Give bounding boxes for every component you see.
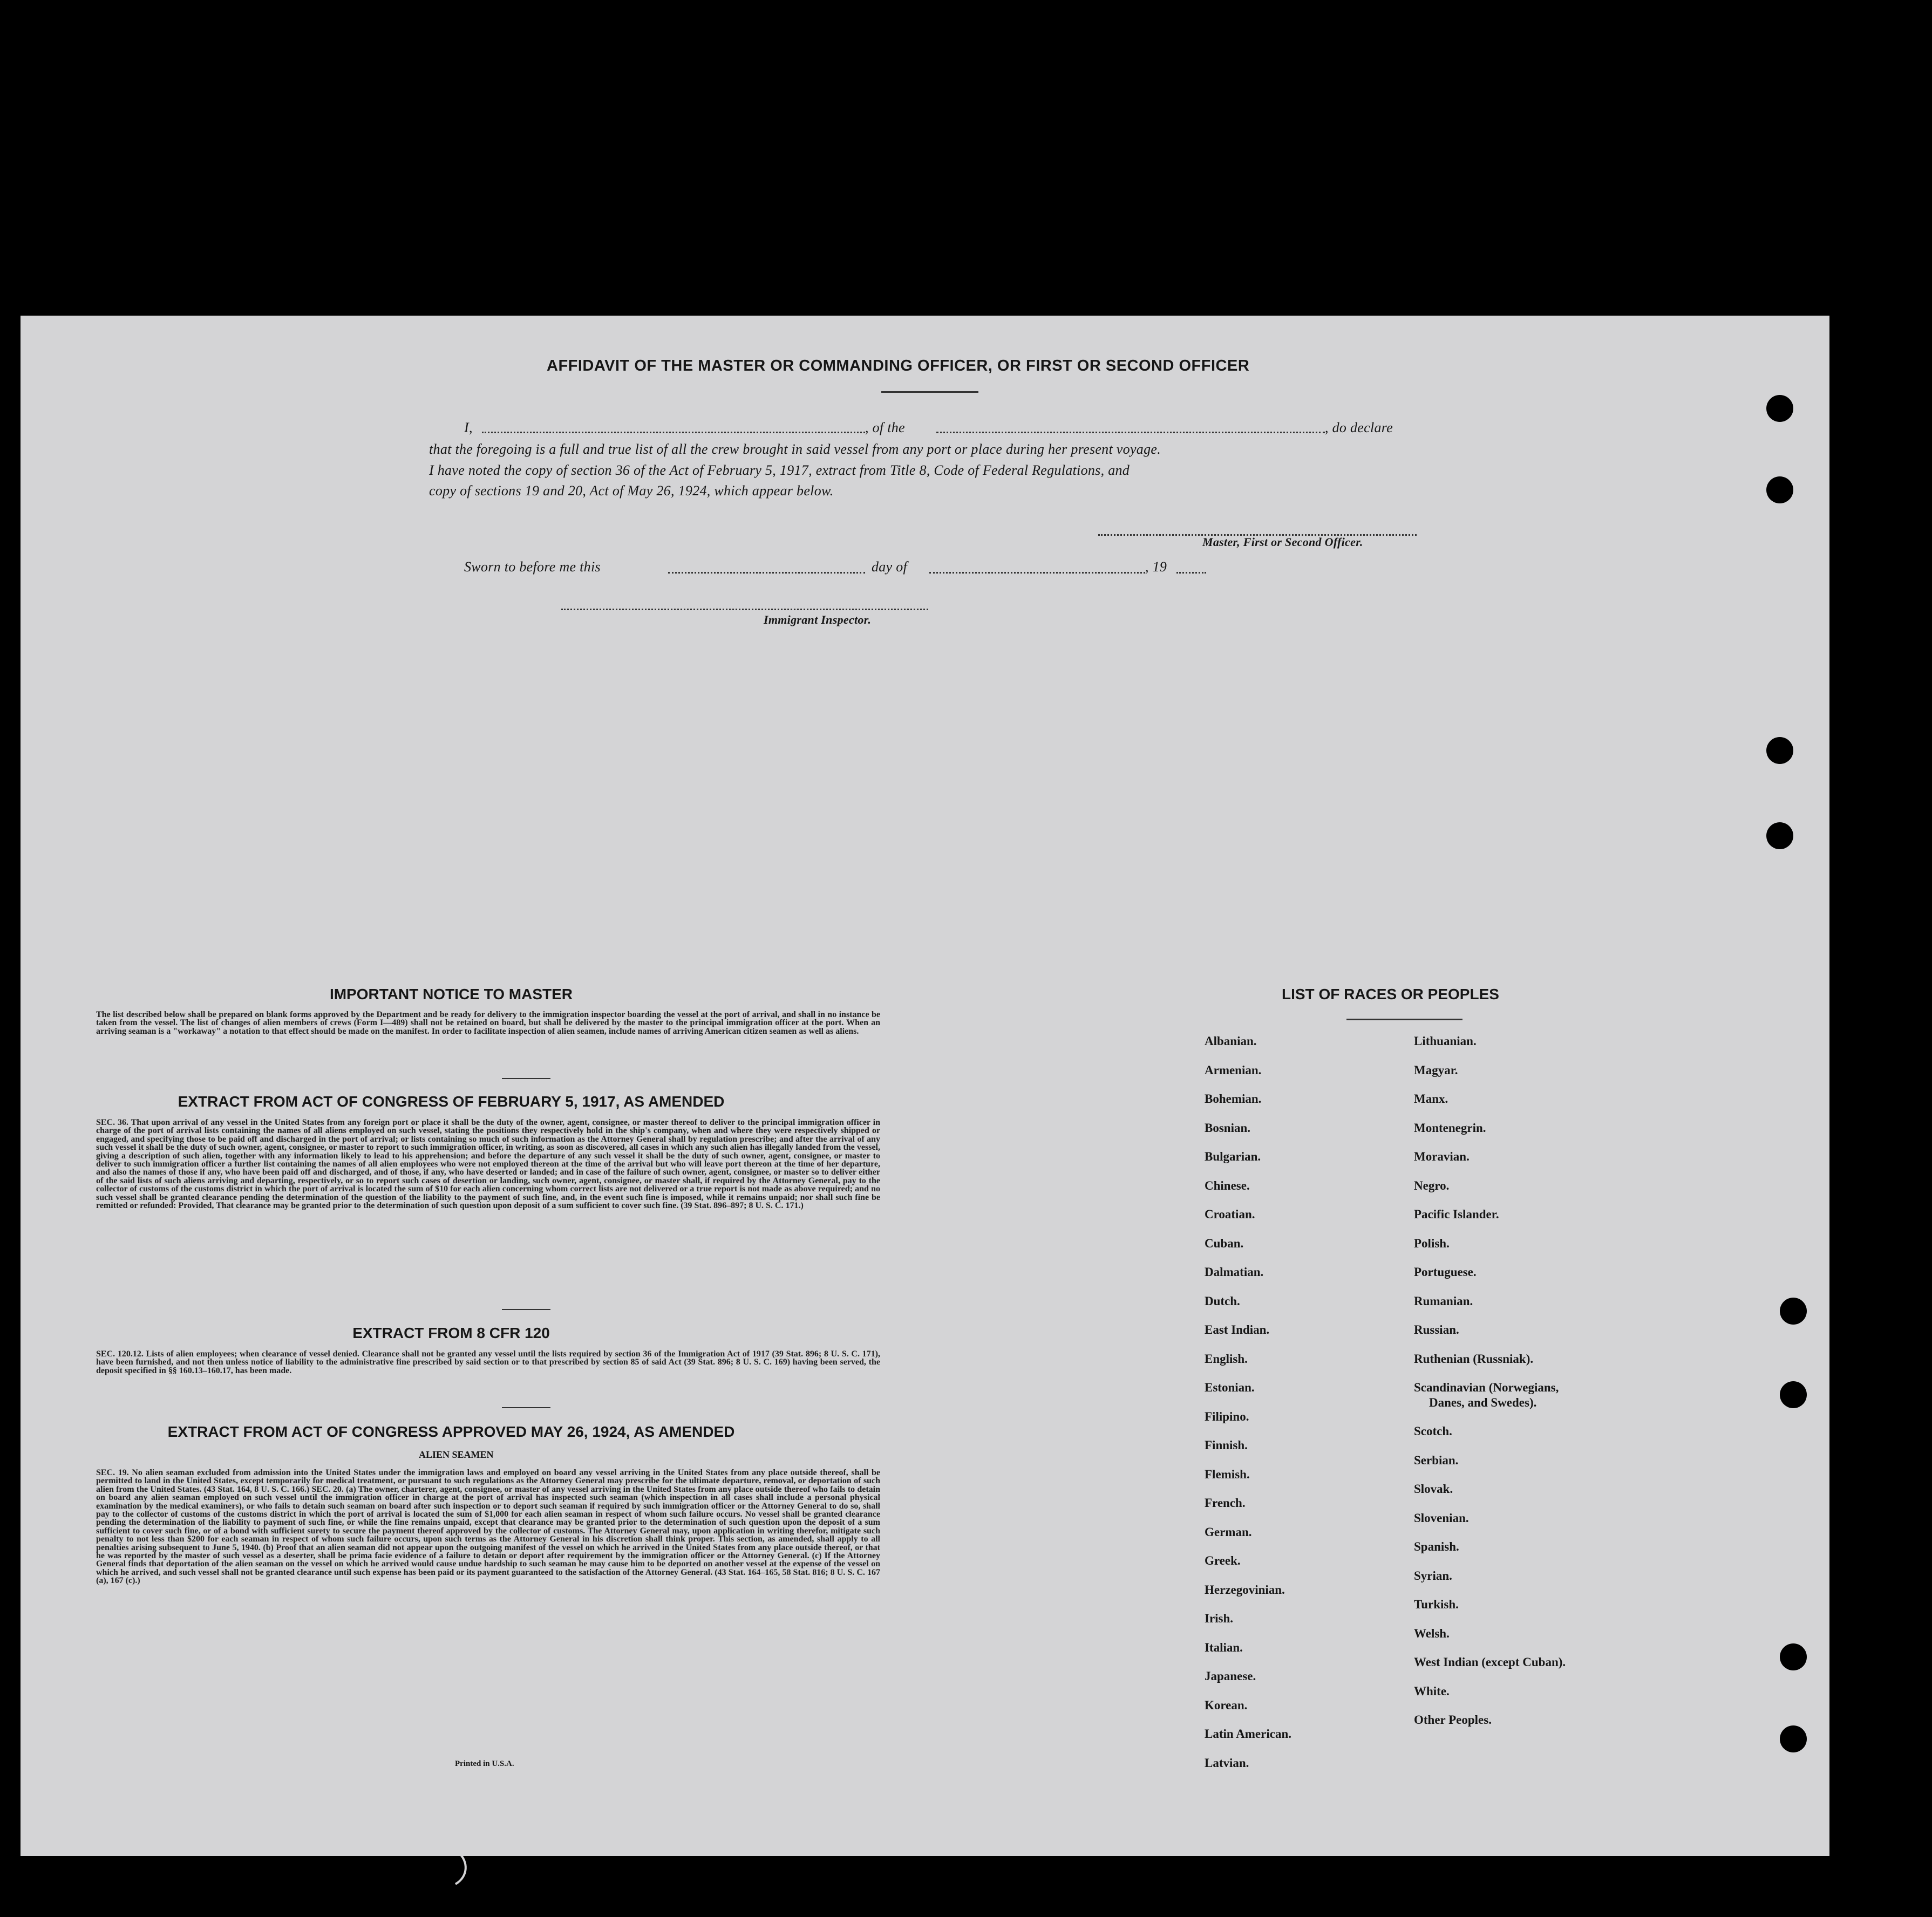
divider	[502, 1407, 550, 1408]
declarant-name-field[interactable]	[482, 432, 865, 433]
alien-seamen-subtitle: ALIEN SEAMEN	[419, 1449, 494, 1460]
sworn-month-field[interactable]	[929, 572, 1145, 574]
handwritten-mark	[453, 1851, 475, 1888]
notice-text: The list described below shall be prepared on blank forms approved by the Department and be ready for delivery to the immigration inspector boarding the vessel at the port of arrival, and shall in no instance be taken from the vessel. The list of changes of alien members of crews (Form I—489) shall not be retained on board, but shall be delivered by the master to the principal immigration officer at the port. When an arriving seaman is a "workaway" a notation to that effect should be made on the manifest. In order to facilitate inspection of alien seamen, include names of arriving American citizen seamen as well as aliens.	[96, 1010, 880, 1036]
extract-1924-title: EXTRACT FROM ACT OF CONGRESS APPROVED MAY 26, 1924, AS AMENDED	[167, 1423, 735, 1440]
inspector-label: Immigrant Inspector.	[764, 613, 872, 626]
race-item: Slovenian.	[1414, 1511, 1469, 1525]
sworn-year-field[interactable]	[1176, 572, 1206, 574]
race-item: Flemish.	[1205, 1467, 1250, 1481]
race-item: Slovak.	[1414, 1482, 1453, 1496]
form-page	[21, 316, 1829, 1856]
race-item: Pacific Islander.	[1414, 1207, 1499, 1221]
extract-1924-text: SEC. 19. No alien seaman excluded from admission into the United States under the immigration laws and employed on board any vessel arriving in the United States from any place outside thereof, shall be permitted to land in the United States, except temporarily for medical treatment, or pursuant to such regulations as the Attorney General may prescribe for the ultimate departure, removal, or deportation of such alien from the United States. (43 Stat. 164, 8 U. S. C. 166.) SEC. 20. (a) The owner, charterer, agent, consignee, or master of any vessel arriving in the United States from any place outside thereof who fails to detain on board any alien seaman employed on such vessel until the immigration officer in charge at the port of arrival has inspected such seaman (which inspection in all cases shall include a personal physical examination by the medical examiners), or who fails to detain such seaman on board after such inspection or to deport such seaman if required by such immigration officer or the Attorney General to do so, shall pay to the collector of customs of the customs district in which the port of arrival is located the sum of $1,000 for each alien seaman in respect of whom such failure occurs. No vessel shall be granted clearance pending the determination of the liability to payment of such fine, or while the fine remains unpaid, except that clearance may be granted prior to the determination of such question upon the deposit of a sum sufficient to cover such fine, or of a bond with sufficient surety to secure the payment thereof approved by the collector of customs. The Attorney General may, upon application in writing therefor, mitigate such penalty to not less than $200 for each seaman in respect of whom such failure occurs, upon such terms as the Attorney General in his discretion shall think proper. This section, as amended, shall apply to all penalties arising subsequent to June 5, 1940. (b) Proof that an alien seaman did not appear upon the outgoing manifest of the vessel on which he arrived in the United States from any place outside thereof, or that he was reported by the master of such vessel as a deserter, shall be prima facie evidence of a failure to detain or deport after requirement by the immigration officer or the Attorney General. (c) If the Attorney General finds that deportation of the alien seaman on the vessel on which he arrived would cause undue hardship to such seaman he may cause him to be deported on another vessel at the expense of the vessel on which he arrived, and such vessel shall not be granted clearance until such expense has been paid or its payment guaranteed to the satisfaction of the Attorney General. (43 Stat. 164–165, 58 Stat. 816; 8 U. S. C. 167 (a), 167 (c).)	[96, 1468, 880, 1586]
race-item: Welsh.	[1414, 1626, 1450, 1640]
race-item: Other Peoples.	[1414, 1713, 1492, 1727]
punch-hole	[1766, 822, 1793, 849]
race-item: Dutch.	[1205, 1294, 1240, 1308]
inspector-signature-field[interactable]	[561, 609, 928, 610]
extract-cfr-text: SEC. 120.12. Lists of alien employees; when clearance of vessel denied. Clearance shall not be granted any vessel until the lists required by section 36 of the Immigration Act of 1917 (39 Stat. 896; 8 U. S. C. 171), have been furnished, and not then unless notice of liability to the administrative fine prescribed by said section or to that prescribed by section 85 of said Act (39 Stat. 896; 8 U. S. C. 169) having been served, the deposit specified in §§ 160.13–160.17, has been made.	[96, 1349, 880, 1375]
race-item: Bosnian.	[1205, 1121, 1251, 1135]
declarant-label: I,	[464, 420, 473, 435]
race-item: Japanese.	[1205, 1669, 1256, 1683]
race-item: Bohemian.	[1205, 1092, 1262, 1106]
punch-hole	[1780, 1725, 1807, 1752]
race-item: English.	[1205, 1352, 1248, 1366]
punch-hole	[1766, 395, 1793, 422]
race-item: Greek.	[1205, 1554, 1241, 1567]
race-item: Danes, and Swedes).	[1429, 1395, 1537, 1409]
races-title-rule	[1346, 1019, 1462, 1020]
race-item: Finnish.	[1205, 1438, 1248, 1452]
extract-1917-text: SEC. 36. That upon arrival of any vessel in the United States from any foreign port or place it shall be the duty of the owner, agent, consignee, or master thereof to deliver to the principal immigration officer in charge of the port of arrival lists containing the names of all aliens employed on such vessel, stating the positions they respectively hold in the ship's company, when and where they were respectively shipped or engaged, and specifying those to be paid off and discharged in the port of arrival; or lists containing so much of such information as the Attorney General shall by regulation prescribe; and after the arrival of any such vessel it shall be the duty of such owner, agent, consignee, or master to report to such immigration officer, in writing, as soon as discovered, all cases in which any such alien has illegally landed from the vessel, giving a description of such alien, together with any information likely to lead to his apprehension; and before the departure of any such vessel it shall be the duty of such owner, agent, consignee, or master to deliver to such immigration officer a further list containing the names of all alien employees who were not employed thereon at the time of the arrival but who will leave port thereon at the time of her departure, and also the names of those if any, who have been paid off and discharged, and of those, if any, who have deserted or landed; and in case of the failure of such owner, agent, consignee, or master so to deliver either of the said lists of such aliens arriving and departing, respectively, or so to report such cases of desertion or landing, such owner, agent, consignee, or master shall, if required by the Attorney General, pay to the collector of customs of the customs district in which the port of arrival is located the sum of $10 for each alien concerning whom correct lists are not delivered or a true report is not made as above required; and no such vessel shall be granted clearance pending the determination of the question of the liability to the payment of such fine, and, in the event such fine is imposed, while it remains unpaid; nor shall such fine be remitted or refunded: Provided, That clearance may be granted prior to the determination of such question upon deposit of a sum sufficient to cover such fine. (39 Stat. 896–897; 8 U. S. C. 171.)	[96, 1118, 880, 1211]
race-item: Albanian.	[1205, 1034, 1257, 1048]
race-item: Magyar.	[1414, 1063, 1458, 1077]
punch-hole	[1780, 1381, 1807, 1408]
races-title: LIST OF RACES OR PEOPLES	[1282, 986, 1499, 1002]
master-signature-label: Master, First or Second Officer.	[1202, 535, 1363, 549]
punch-hole	[1780, 1298, 1807, 1325]
title-rule	[881, 391, 978, 393]
race-item: Manx.	[1414, 1092, 1448, 1106]
do-declare-label: , do declare	[1325, 420, 1393, 435]
affidavit-line-2: that the foregoing is a full and true list of all the crew brought in said vessel from any port or place during her present voyage.	[429, 441, 1161, 457]
race-item: Chinese.	[1205, 1178, 1250, 1192]
race-item: White.	[1414, 1684, 1450, 1698]
race-item: Spanish.	[1414, 1540, 1459, 1553]
sworn-label: Sworn to before me this	[464, 559, 601, 575]
extract-cfr-title: EXTRACT FROM 8 CFR 120	[352, 1325, 550, 1341]
race-item: East Indian.	[1205, 1323, 1270, 1336]
race-item: West Indian (except Cuban).	[1414, 1655, 1566, 1669]
punch-hole	[1766, 737, 1793, 764]
race-item: French.	[1205, 1496, 1246, 1510]
printed-in-usa: Printed in U.S.A.	[455, 1759, 514, 1768]
race-item: Estonian.	[1205, 1381, 1255, 1394]
race-item: Korean.	[1205, 1698, 1248, 1712]
sworn-date-field[interactable]	[668, 572, 865, 574]
race-item: Russian.	[1414, 1323, 1459, 1336]
notice-title: IMPORTANT NOTICE TO MASTER	[329, 986, 573, 1002]
race-item: German.	[1205, 1525, 1252, 1539]
race-item: Moravian.	[1414, 1150, 1470, 1163]
race-item: Scandinavian (Norwegians,	[1414, 1381, 1559, 1394]
race-item: Italian.	[1205, 1640, 1243, 1654]
punch-hole	[1780, 1643, 1807, 1670]
race-item: Portuguese.	[1414, 1265, 1477, 1279]
race-item: Armenian.	[1205, 1063, 1262, 1077]
year-label: , 19	[1145, 559, 1167, 575]
punch-hole	[1766, 476, 1793, 503]
race-item: Latin American.	[1205, 1727, 1291, 1741]
race-item: Syrian.	[1414, 1568, 1452, 1582]
race-item: Irish.	[1205, 1612, 1234, 1625]
race-item: Cuban.	[1205, 1236, 1244, 1250]
race-item: Serbian.	[1414, 1453, 1459, 1467]
race-item: Bulgarian.	[1205, 1150, 1261, 1163]
day-of-label: day of	[872, 559, 908, 575]
affidavit-line-4: copy of sections 19 and 20, Act of May 26, 1924, which appear below.	[429, 483, 834, 499]
race-item: Dalmatian.	[1205, 1265, 1264, 1279]
extract-1917-title: EXTRACT FROM ACT OF CONGRESS OF FEBRUARY 5, 1917, AS AMENDED	[178, 1093, 725, 1110]
race-item: Herzegovinian.	[1205, 1582, 1285, 1597]
race-item: Montenegrin.	[1414, 1121, 1486, 1135]
affidavit-line-3: I have noted the copy of section 36 of the Act of February 5, 1917, extract from Title 8, Code of Federal Regulations, and	[429, 462, 1130, 478]
race-item: Scotch.	[1414, 1424, 1452, 1438]
race-item: Croatian.	[1205, 1207, 1255, 1221]
affidavit-title: AFFIDAVIT OF THE MASTER OR COMMANDING OFFICER, OR FIRST OR SECOND OFFICER	[547, 357, 1250, 374]
race-item: Negro.	[1414, 1178, 1450, 1192]
race-item: Latvian.	[1205, 1756, 1249, 1770]
divider	[502, 1078, 550, 1079]
race-item: Lithuanian.	[1414, 1034, 1477, 1048]
race-item: Turkish.	[1414, 1598, 1459, 1611]
race-item: Rumanian.	[1414, 1294, 1473, 1308]
race-item: Filipino.	[1205, 1409, 1249, 1423]
divider	[502, 1309, 550, 1310]
race-item: Ruthenian (Russniak).	[1414, 1352, 1534, 1366]
of-the-label: , of the	[865, 420, 905, 435]
race-item: Polish.	[1414, 1236, 1450, 1250]
vessel-name-field[interactable]	[936, 432, 1325, 433]
